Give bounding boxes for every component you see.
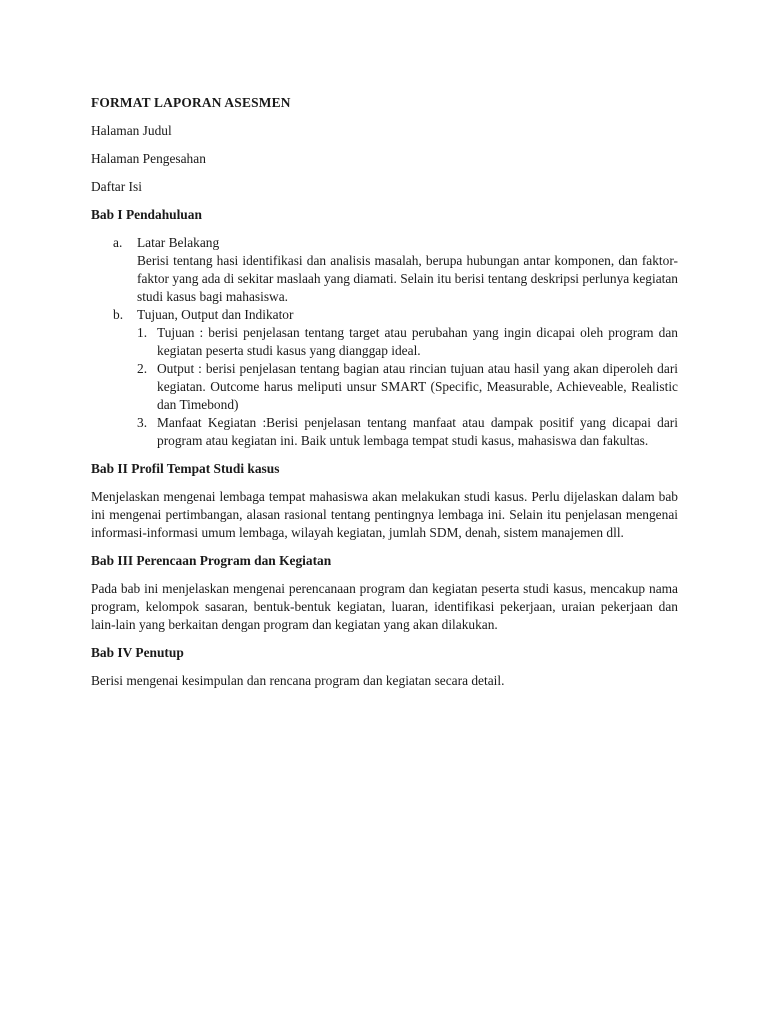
- sub-item-text: Tujuan : berisi penjelasan tentang target atau perubahan yang ingin dicapai oleh program dan kegiatan peserta studi kasus yang dianggap ideal.: [157, 325, 678, 358]
- front-matter-halaman-pengesahan: Halaman Pengesahan: [91, 151, 206, 166]
- section-text-bab-4: Berisi mengenai kesimpulan dan rencana program dan kegiatan secara detail.: [91, 673, 505, 688]
- section-heading-bab-2: Bab II Profil Tempat Studi kasus: [91, 461, 280, 476]
- sub-item-text: Output : berisi penjelasan tentang bagian atau rincian tujuan atau hasil yang akan diperoleh dari kegiatan. Outcome harus meliputi unsur SMART (Specific, Measurable, Achieveable, Realistic dan Timebond): [157, 361, 678, 412]
- item-title: Latar Belakang: [137, 235, 220, 250]
- front-matter-daftar-isi: Daftar Isi: [91, 179, 142, 194]
- list-item-tujuan-output: [91, 306, 678, 450]
- sub-marker: 1.: [137, 325, 148, 340]
- sub-item-manfaat: [137, 414, 678, 450]
- sub-item-text: Manfaat Kegiatan :Berisi penjelasan tentang manfaat atau dampak positif yang dicapai dari program atau kegiatan ini. Baik untuk lembaga tempat studi kasus, mahasiswa dan fakultas.: [157, 415, 678, 448]
- list-item-latar-belakang: [91, 234, 678, 306]
- sub-item-tujuan: [137, 324, 678, 360]
- list-marker: a.: [113, 235, 123, 250]
- item-title: Tujuan, Output dan Indikator: [137, 307, 294, 322]
- sub-item-output: [137, 360, 678, 414]
- sub-marker: 2.: [137, 361, 148, 376]
- section-heading-bab-1: Bab I Pendahuluan: [91, 207, 202, 222]
- document-title: FORMAT LAPORAN ASESMEN: [91, 95, 291, 110]
- section-heading-bab-4: Bab IV Penutup: [91, 645, 184, 660]
- item-text: Berisi tentang hasi identifikasi dan analisis masalah, berupa hubungan antar komponen, dan faktor-faktor yang ada di sekitar maslaah yang diamati. Selain itu berisi tentang deskripsi perlunya kegiatan studi kasus bagi mahasiswa.: [137, 253, 678, 304]
- sub-list: [137, 324, 678, 450]
- document-body: [91, 94, 678, 700]
- section-text-bab-3: Pada bab ini menjelaskan mengenai perencanaan program dan kegiatan peserta studi kasus, mencakup nama program, kelompok sasaran, bentuk-bentuk kegiatan, luaran, identifikasi pekerjaan, uraian pekerjaan dan lain-lain yang berkaitan dengan program dan kegiatan yang akan dilakukan.: [91, 581, 678, 632]
- section-text-bab-2: Menjelaskan mengenai lembaga tempat mahasiswa akan melakukan studi kasus. Perlu dijelaskan dalam bab ini mengenai pertimbangan, alasan rasional tentang pentingnya lembaga ini. Selain itu penjelasan mengenai informasi-informasi umum lembaga, wilayah kegiatan, jumlah SDM, denah, sistem manajemen dll.: [91, 489, 678, 540]
- bab-1-list: [91, 234, 678, 450]
- front-matter-halaman-judul: Halaman Judul: [91, 123, 172, 138]
- section-heading-bab-3: Bab III Perencaan Program dan Kegiatan: [91, 553, 332, 568]
- list-marker: b.: [113, 307, 124, 322]
- sub-marker: 3.: [137, 415, 148, 430]
